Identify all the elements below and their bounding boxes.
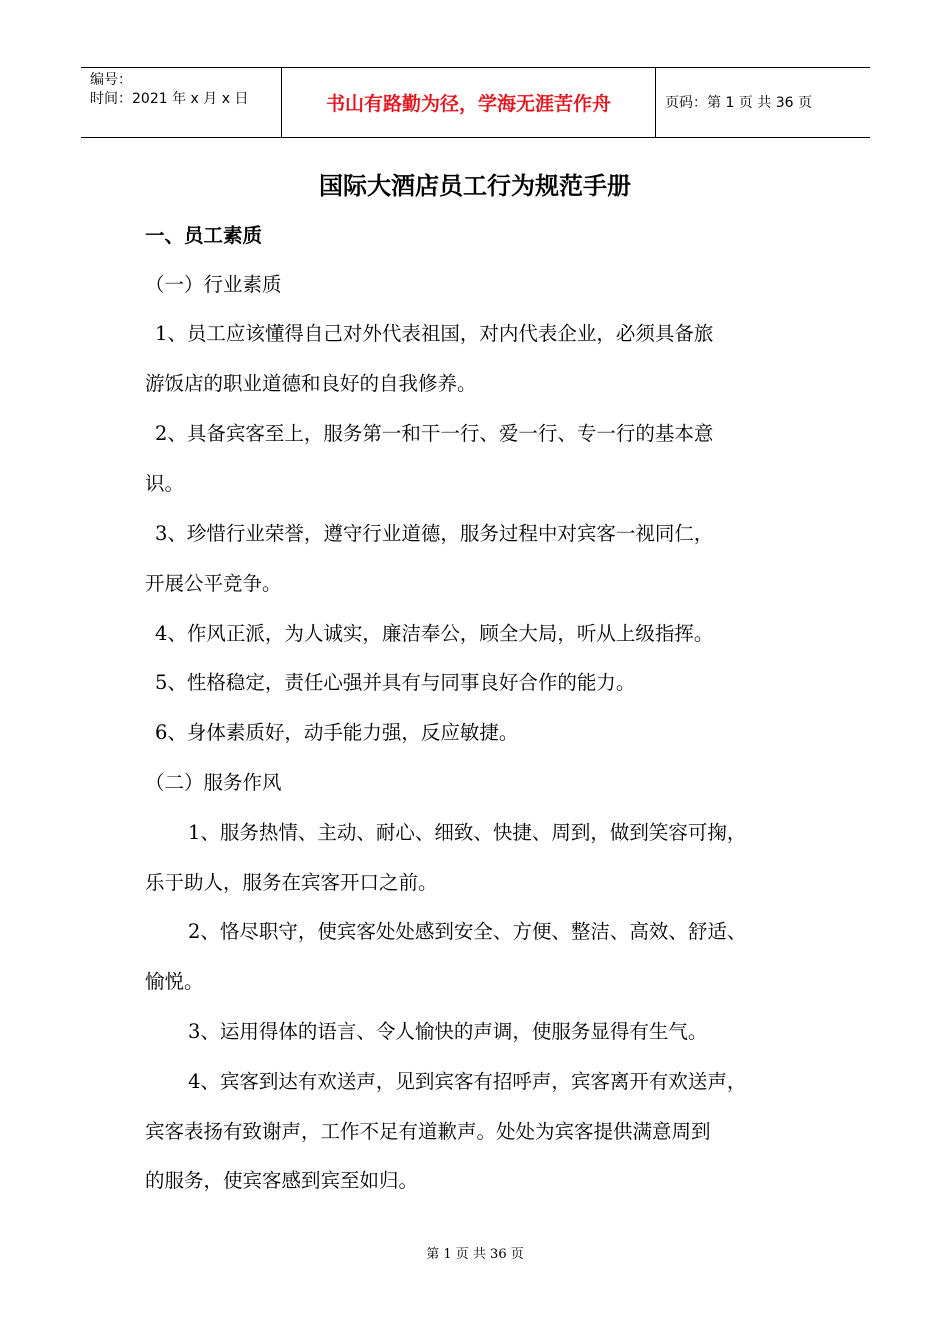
paragraph-line: 4、宾客到达有欢送声，见到宾客有招呼声，宾客离开有欢送声， <box>188 1070 747 1093</box>
paragraph-line: 的服务，使宾客感到宾至如归。 <box>145 1169 419 1192</box>
header-meta-cell <box>81 68 281 137</box>
paragraph-line: 2、恪尽职守，使宾客处处感到安全、方便、整洁、高效、舒适、 <box>188 920 747 943</box>
paragraph-line: 乐于助人，服务在宾客开口之前。 <box>145 871 438 894</box>
paragraph-line: 3、运用得体的语言、令人愉快的声调，使服务显得有生气。 <box>188 1020 708 1043</box>
page-footer: 第 1 页 共 36 页 <box>426 1247 524 1262</box>
header-motto-cell <box>281 68 656 137</box>
paragraph-line: 愉悦。 <box>145 970 204 993</box>
document-header <box>81 67 870 138</box>
paragraph-line: 6、身体素质好，动手能力强，反应敏捷。 <box>155 721 519 744</box>
subsection-heading: （一）行业素质 <box>145 273 282 296</box>
paragraph-line: 游饭店的职业道德和良好的自我修养。 <box>145 372 477 395</box>
header-page-info: 页码：第 1 页 共 36 页 <box>665 95 812 111</box>
document-date-label: 时间：2021 年 x 月 x 日 <box>90 91 249 107</box>
paragraph-line: 5、性格稳定，责任心强并具有与同事良好合作的能力。 <box>155 671 636 694</box>
paragraph-line: 宾客表扬有致谢声，工作不足有道歉声。处处为宾客提供满意周到 <box>145 1120 711 1143</box>
section-heading: 一、员工素质 <box>145 224 263 247</box>
header-page-cell <box>655 68 870 137</box>
document-number-label: 编号： <box>90 72 132 88</box>
paragraph-line: 3、珍惜行业荣誉，遵守行业道德，服务过程中对宾客一视同仁， <box>155 522 714 545</box>
document-title: 国际大酒店员工行为规范手册 <box>319 171 631 200</box>
paragraph-line: 2、具备宾客至上，服务第一和干一行、爱一行、专一行的基本意 <box>155 422 714 445</box>
subsection-heading: （二）服务作风 <box>145 771 282 794</box>
paragraph-line: 1、员工应该懂得自己对外代表祖国，对内代表企业，必须具备旅 <box>155 322 714 345</box>
paragraph-line: 开展公平竞争。 <box>145 572 282 595</box>
header-motto: 书山有路勤为径，学海无涯苦作舟 <box>325 93 611 115</box>
paragraph-line: 识。 <box>145 472 185 495</box>
paragraph-line: 4、作风正派，为人诚实，廉洁奉公，顾全大局，听从上级指挥。 <box>155 622 714 645</box>
paragraph-line: 1、服务热情、主动、耐心、细致、快捷、周到，做到笑容可掬， <box>188 821 747 844</box>
